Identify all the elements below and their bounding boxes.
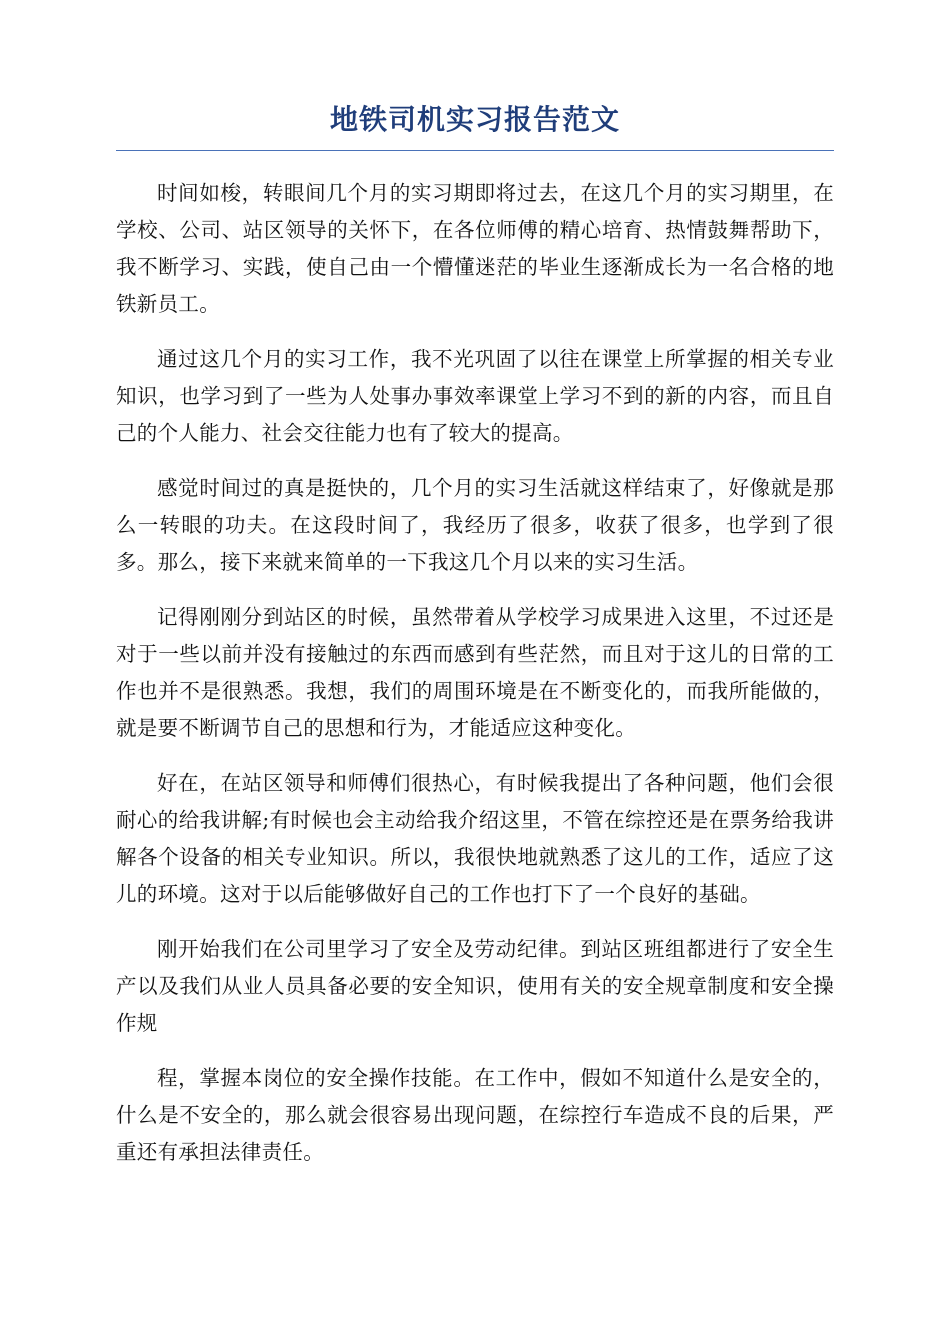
document-page (116, 100, 834, 1189)
document-body (116, 175, 834, 1171)
paragraph-6: 刚开始我们在公司里学习了安全及劳动纪律。到站区班组都进行了安全生产以及我们从业人员具备必要的安全知识，使用有关的安全规章制度和安全操作规 (116, 937, 834, 1035)
paragraph-5: 好在，在站区领导和师傅们很热心，有时候我提出了各种问题，他们会很耐心的给我讲解;有时候也会主动给我介绍这里，不管在综控还是在票务给我讲解各个设备的相关专业知识。所以，我很快地就熟悉了这儿的工作，适应了这儿的环境。这对于以后能够做好自己的工作也打下了一个良好的基础。 (116, 771, 834, 906)
paragraph-4: 记得刚刚分到站区的时候，虽然带着从学校学习成果进入这里，不过还是对于一些以前并没有接触过的东西而感到有些茫然，而且对于这儿的日常的工作也并不是很熟悉。我想，我们的周围环境是在不断变化的，而我所能做的，就是要不断调节自己的思想和行为，才能适应这种变化。 (116, 605, 834, 740)
paragraph-1: 时间如梭，转眼间几个月的实习期即将过去，在这几个月的实习期里，在学校、公司、站区领导的关怀下，在各位师傅的精心培育、热情鼓舞帮助下，我不断学习、实践，使自己由一个懵懂迷茫的毕业生逐渐成长为一名合格的地铁新员工。 (116, 181, 834, 316)
paragraph-7: 程，掌握本岗位的安全操作技能。在工作中，假如不知道什么是安全的，什么是不安全的，那么就会很容易出现问题，在综控行车造成不良的后果，严重还有承担法律责任。 (116, 1066, 834, 1164)
paragraph-2: 通过这几个月的实习工作，我不光巩固了以往在课堂上所掌握的相关专业知识，也学习到了一些为人处事办事效率课堂上学习不到的新的内容，而且自己的个人能力、社会交往能力也有了较大的提高。 (116, 347, 834, 445)
paragraph-3: 感觉时间过的真是挺快的，几个月的实习生活就这样结束了，好像就是那么一转眼的功夫。在这段时间了，我经历了很多，收获了很多，也学到了很多。那么，接下来就来简单的一下我这几个月以来的实习生活。 (116, 476, 834, 574)
document-title: 地铁司机实习报告范文 (116, 100, 834, 151)
